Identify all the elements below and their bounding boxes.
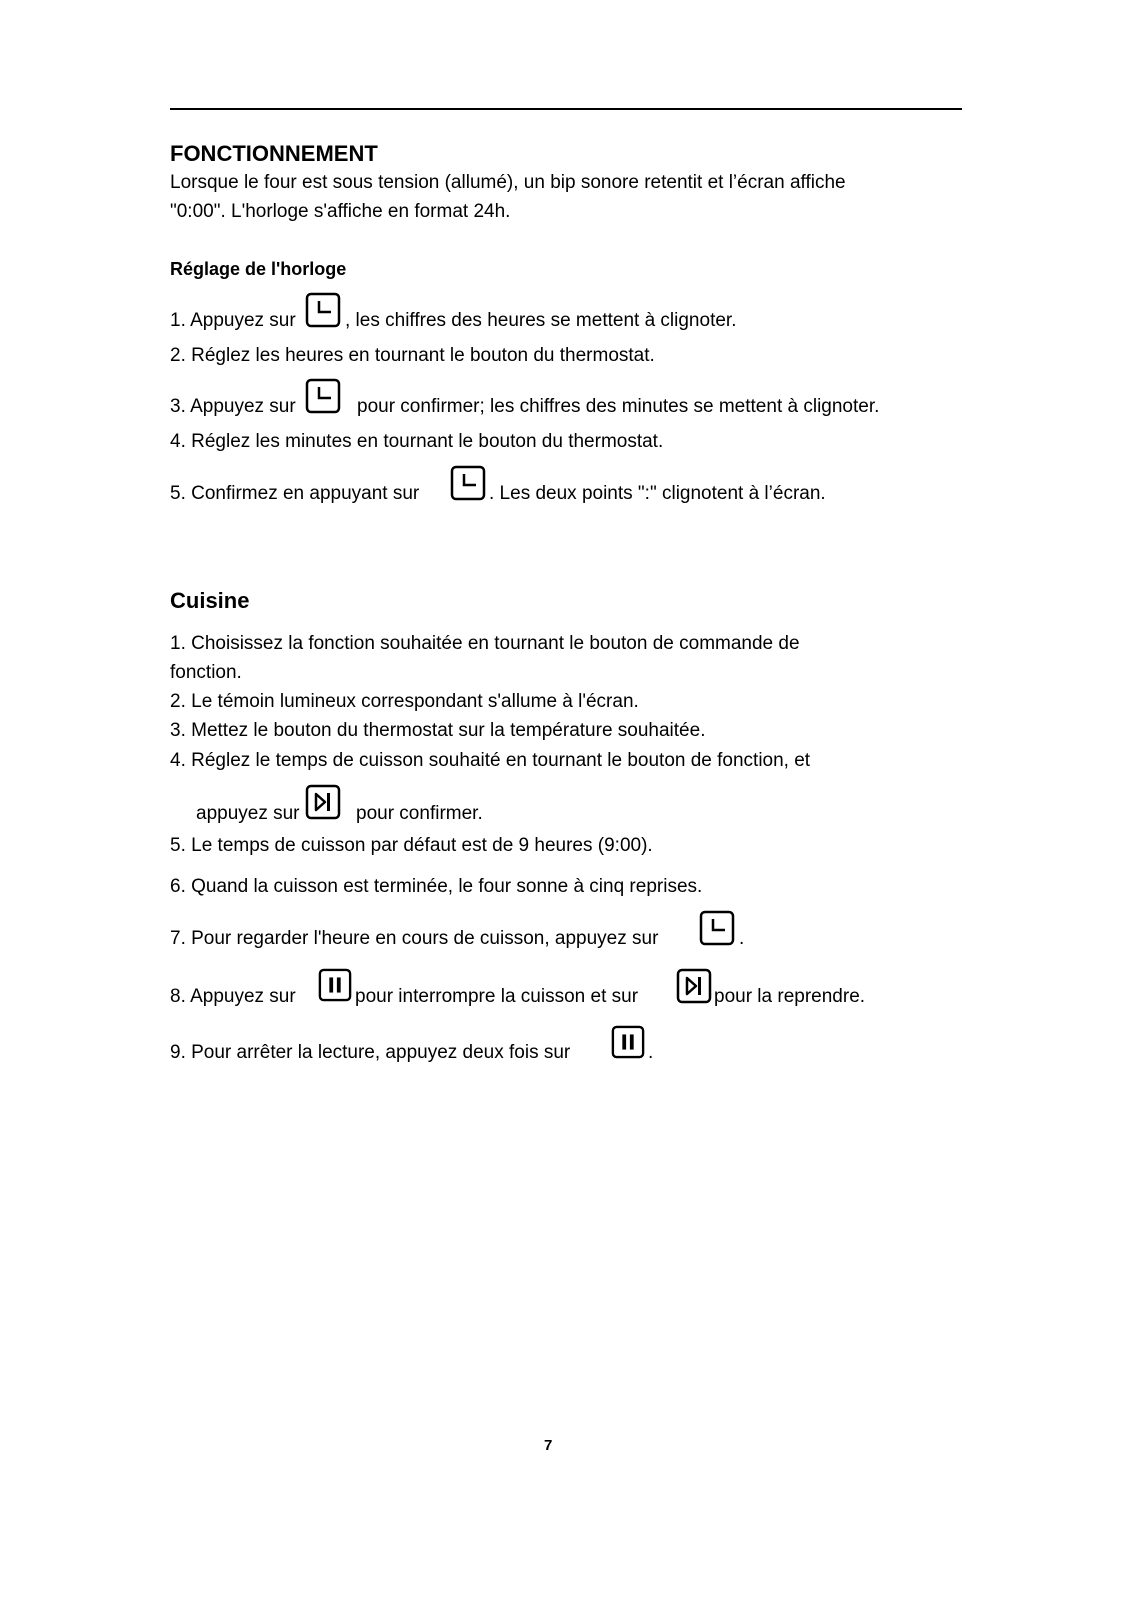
pause-icon: [611, 1025, 645, 1064]
clock-icon: [450, 465, 486, 506]
intro-line-2: "0:00". L'horloge s'affiche en format 24h.: [170, 201, 511, 222]
pause-icon: [318, 968, 352, 1007]
cooking-step-9: 9. Pour arrêter la lecture, appuyez deux fois sur: [170, 1042, 571, 1063]
clock-icon: [699, 910, 735, 951]
cooking-step-4-after: pour confirmer.: [356, 803, 483, 824]
clock-icon: [305, 292, 341, 333]
cooking-step-9-after: .: [648, 1042, 654, 1063]
cooking-step-2: 2. Le témoin lumineux correspondant s'allume à l'écran.: [170, 691, 639, 712]
clock-step-1-after: , les chiffres des heures se mettent à clignoter.: [345, 310, 737, 331]
cooking-step-6: 6. Quand la cuisson est terminée, le four sonne à cinq reprises.: [170, 876, 703, 897]
clock-step-1-text: 1. Appuyez sur: [170, 310, 296, 331]
cooking-step-5: 5. Le temps de cuisson par défaut est de 9 heures (9:00).: [170, 835, 653, 856]
clock-step-5-text: 5. Confirmez en appuyant sur: [170, 483, 420, 504]
cooking-step-7-after: .: [739, 928, 745, 949]
play-pause-icon: [305, 784, 341, 825]
clock-icon: [305, 378, 341, 419]
cooking-step-8-middle: pour interrompre la cuisson et sur: [355, 986, 639, 1007]
cooking-step-7: 7. Pour regarder l'heure en cours de cuisson, appuyez sur: [170, 928, 659, 949]
cooking-step-8-after: pour la reprendre.: [714, 986, 866, 1007]
clock-step-2: 2. Réglez les heures en tournant le bouton du thermostat.: [170, 345, 655, 366]
top-rule: [170, 108, 962, 110]
cooking-step-1-line-2: fonction.: [170, 662, 242, 683]
cooking-step-3: 3. Mettez le bouton du thermostat sur la température souhaitée.: [170, 720, 706, 741]
cooking-step-4-line-2: appuyez sur: [196, 803, 300, 824]
page-title: FONCTIONNEMENT: [170, 141, 378, 166]
clock-step-3-after: pour confirmer; les chiffres des minutes se mettent à clignoter.: [357, 396, 880, 417]
cooking-step-4-line-1: 4. Réglez le temps de cuisson souhaité en tournant le bouton de fonction, et: [170, 750, 811, 771]
play-pause-icon: [676, 968, 712, 1009]
clock-step-5-after: . Les deux points ":" clignotent à l’écran.: [489, 483, 826, 504]
clock-section-title: Réglage de l'horloge: [170, 259, 347, 279]
cooking-step-1-line-1: 1. Choisissez la fonction souhaitée en tournant le bouton de commande de: [170, 633, 800, 654]
cooking-step-8: 8. Appuyez sur: [170, 986, 296, 1007]
clock-step-3-text: 3. Appuyez sur: [170, 396, 296, 417]
clock-step-4: 4. Réglez les minutes en tournant le bouton du thermostat.: [170, 431, 664, 452]
page-number: 7: [544, 1437, 553, 1454]
cooking-section-title: Cuisine: [170, 588, 250, 613]
intro-line-1: Lorsque le four est sous tension (allumé), un bip sonore retentit et l’écran affiche: [170, 172, 846, 193]
